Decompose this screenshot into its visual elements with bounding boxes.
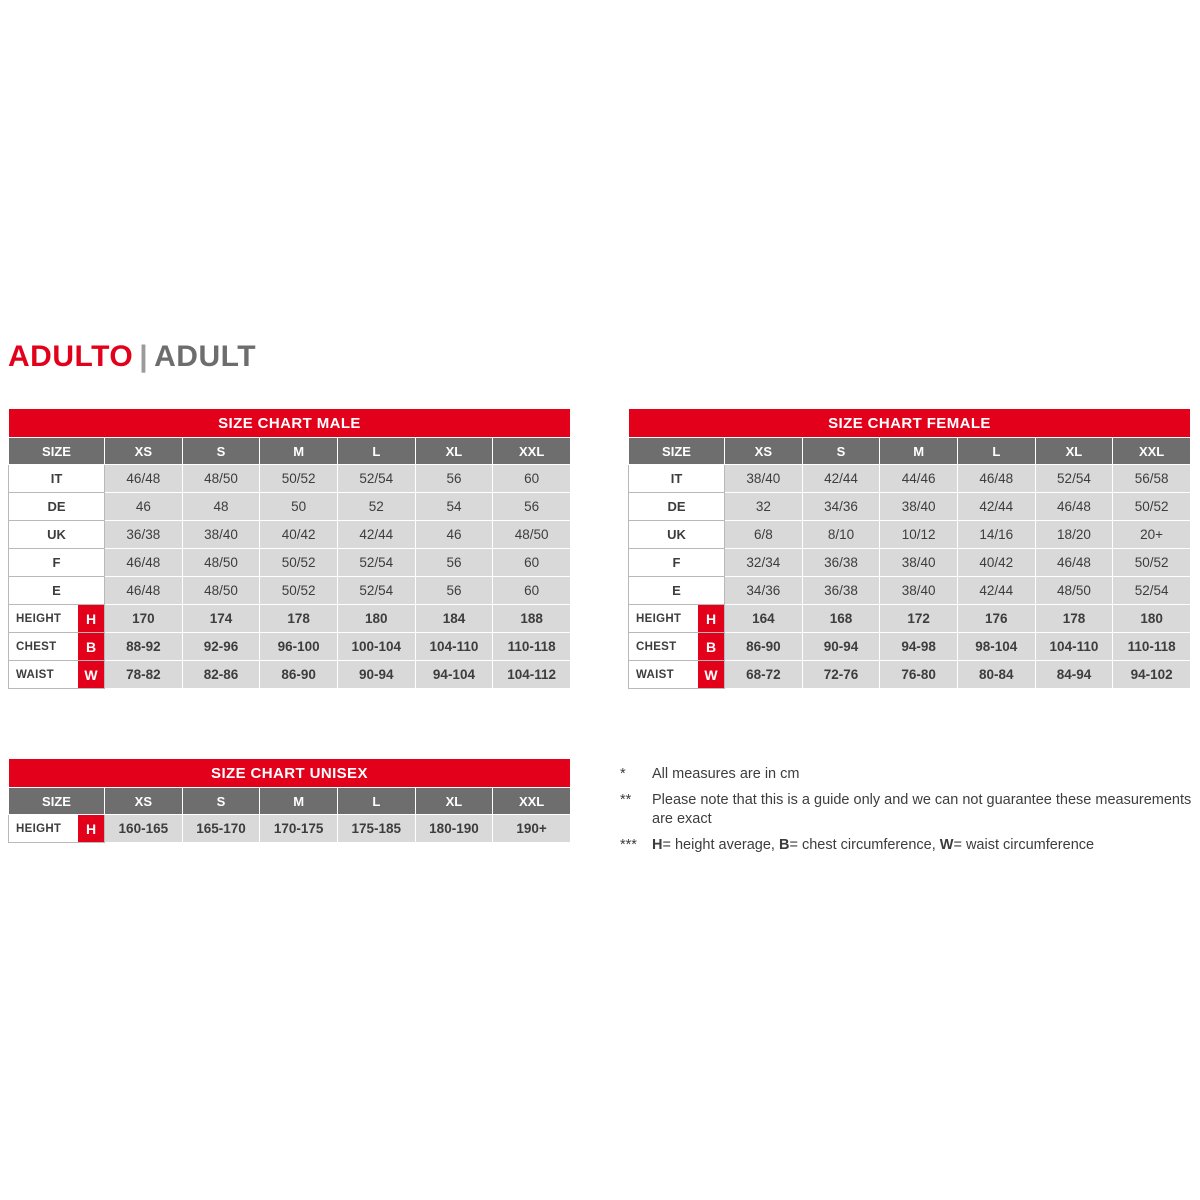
table-cell: 48/50: [182, 465, 260, 493]
row-label-chest: [629, 633, 725, 661]
table-row-measure: [9, 815, 571, 843]
table-cell: 8/10: [802, 521, 880, 549]
table-cell: 165-170: [182, 815, 260, 843]
row-label-de: DE: [629, 493, 725, 521]
row-label-waist: [9, 661, 105, 689]
table-cell: 164: [725, 605, 803, 633]
column-header-s: S: [182, 788, 260, 815]
chart-caption-row: [9, 409, 571, 438]
table-cell: 20+: [1113, 521, 1191, 549]
column-header-m: M: [880, 438, 958, 465]
table-cell: 10/12: [880, 521, 958, 549]
table-cell: 170-175: [260, 815, 338, 843]
table-cell: 56: [415, 465, 493, 493]
table-cell: 94-104: [415, 661, 493, 689]
measure-letter-w: W: [698, 661, 724, 688]
table-row-measure: [9, 633, 571, 661]
measure-name: WAIST: [636, 668, 674, 681]
table-cell: 180: [1113, 605, 1191, 633]
row-label-it: IT: [629, 465, 725, 493]
column-header-m: M: [260, 438, 338, 465]
note-item: [620, 836, 1200, 855]
table-cell: 172: [880, 605, 958, 633]
note-text: H= height average, B= chest circumference, W= waist circumference: [652, 837, 1095, 853]
table-cell: 46/48: [105, 577, 183, 605]
table-row-measure: [9, 661, 571, 689]
row-label-de: DE: [9, 493, 105, 521]
column-header-xs: XS: [105, 788, 183, 815]
page-title-separator: |: [139, 340, 149, 373]
row-label-uk: UK: [9, 521, 105, 549]
column-header-size: SIZE: [9, 788, 105, 815]
table-cell: 174: [182, 605, 260, 633]
chart-caption: SIZE CHART UNISEX: [9, 759, 571, 788]
table-cell: 56: [415, 549, 493, 577]
note-marker: ***: [620, 837, 637, 853]
table-cell: 34/36: [725, 577, 803, 605]
table-cell: 80-84: [957, 661, 1035, 689]
chart-header-row: [9, 788, 571, 815]
column-header-s: S: [802, 438, 880, 465]
notes-block: [620, 765, 1200, 862]
column-header-l: L: [957, 438, 1035, 465]
table-cell: 94-102: [1113, 661, 1191, 689]
table-cell: 94-98: [880, 633, 958, 661]
table-cell: 46/48: [1035, 549, 1113, 577]
measure-name: HEIGHT: [16, 822, 62, 835]
measure-name: WAIST: [16, 668, 54, 681]
page-title: [8, 340, 256, 374]
row-label-e: E: [9, 577, 105, 605]
table-cell: 68-72: [725, 661, 803, 689]
table-cell: 50/52: [1113, 493, 1191, 521]
table-cell: 48/50: [182, 577, 260, 605]
table-cell: 42/44: [802, 465, 880, 493]
column-header-m: M: [260, 788, 338, 815]
table-cell: 46: [105, 493, 183, 521]
table-cell: 180: [337, 605, 415, 633]
note-text: All measures are in cm: [652, 766, 800, 782]
table-row: [629, 521, 1191, 549]
table-cell: 50/52: [260, 549, 338, 577]
row-label-f: F: [629, 549, 725, 577]
measure-name: HEIGHT: [636, 612, 682, 625]
table-cell: 100-104: [337, 633, 415, 661]
table-cell: 40/42: [260, 521, 338, 549]
note-item: [620, 765, 1200, 784]
table-cell: 38/40: [880, 549, 958, 577]
table-cell: 104-110: [415, 633, 493, 661]
column-header-xxl: XXL: [493, 788, 571, 815]
table-cell: 84-94: [1035, 661, 1113, 689]
table-row-measure: [629, 605, 1191, 633]
table-cell: 50/52: [1113, 549, 1191, 577]
table-cell: 60: [493, 465, 571, 493]
table-cell: 60: [493, 549, 571, 577]
table-cell: 72-76: [802, 661, 880, 689]
column-header-xl: XL: [1035, 438, 1113, 465]
table-cell: 46/48: [957, 465, 1035, 493]
table-cell: 86-90: [260, 661, 338, 689]
measure-name: CHEST: [636, 640, 677, 653]
table-cell: 50/52: [260, 465, 338, 493]
note-marker: **: [620, 792, 632, 808]
table-cell: 76-80: [880, 661, 958, 689]
table-cell: 96-100: [260, 633, 338, 661]
table-cell: 78-82: [105, 661, 183, 689]
table-cell: 90-94: [802, 633, 880, 661]
table-cell: 178: [260, 605, 338, 633]
measure-name: HEIGHT: [16, 612, 62, 625]
table-cell: 180-190: [415, 815, 493, 843]
table-cell: 104-112: [493, 661, 571, 689]
measure-letter-h: H: [698, 605, 724, 632]
table-row-measure: [629, 633, 1191, 661]
table-cell: 34/36: [802, 493, 880, 521]
table-cell: 98-104: [957, 633, 1035, 661]
measure-letter-b: B: [78, 633, 104, 660]
table-cell: 104-110: [1035, 633, 1113, 661]
table-row: [9, 577, 571, 605]
table-cell: 42/44: [337, 521, 415, 549]
table-cell: 38/40: [880, 577, 958, 605]
chart-caption: SIZE CHART FEMALE: [629, 409, 1191, 438]
table-cell: 46/48: [105, 465, 183, 493]
table-cell: 88-92: [105, 633, 183, 661]
table-cell: 36/38: [105, 521, 183, 549]
table-cell: 56: [415, 577, 493, 605]
column-header-xs: XS: [725, 438, 803, 465]
table-row: [9, 549, 571, 577]
measure-letter-h: H: [78, 815, 104, 842]
table-cell: 42/44: [957, 493, 1035, 521]
table-cell: 36/38: [802, 549, 880, 577]
chart-header-row: [629, 438, 1191, 465]
row-label-chest: [9, 633, 105, 661]
table-cell: 44/46: [880, 465, 958, 493]
page-title-primary: ADULTO: [8, 340, 134, 373]
table-cell: 110-118: [493, 633, 571, 661]
table-cell: 110-118: [1113, 633, 1191, 661]
table-cell: 188: [493, 605, 571, 633]
table-cell: 6/8: [725, 521, 803, 549]
chart-caption: SIZE CHART MALE: [9, 409, 571, 438]
table-cell: 18/20: [1035, 521, 1113, 549]
column-header-xs: XS: [105, 438, 183, 465]
table-cell: 36/38: [802, 577, 880, 605]
table-cell: 90-94: [337, 661, 415, 689]
table-cell: 40/42: [957, 549, 1035, 577]
table-row: [9, 465, 571, 493]
note-item: [620, 791, 1200, 829]
table-cell: 184: [415, 605, 493, 633]
table-cell: 48/50: [1035, 577, 1113, 605]
table-cell: 190+: [493, 815, 571, 843]
table-cell: 38/40: [182, 521, 260, 549]
column-header-l: L: [337, 438, 415, 465]
table-cell: 32/34: [725, 549, 803, 577]
table-cell: 56: [493, 493, 571, 521]
table-cell: 52/54: [337, 465, 415, 493]
column-header-xxl: XXL: [1113, 438, 1191, 465]
table-row: [629, 577, 1191, 605]
table-cell: 46/48: [105, 549, 183, 577]
column-header-size: SIZE: [9, 438, 105, 465]
table-cell: 54: [415, 493, 493, 521]
table-cell: 82-86: [182, 661, 260, 689]
row-label-it: IT: [9, 465, 105, 493]
table-row: [9, 493, 571, 521]
column-header-s: S: [182, 438, 260, 465]
column-header-xl: XL: [415, 438, 493, 465]
table-cell: 14/16: [957, 521, 1035, 549]
column-header-xxl: XXL: [493, 438, 571, 465]
table-cell: 50: [260, 493, 338, 521]
table-row: [629, 465, 1191, 493]
chart-caption-row: [629, 409, 1191, 438]
note-text: Please note that this is a guide only and we can not guarantee these measurements are exact: [652, 792, 1192, 827]
measure-letter-w: W: [78, 661, 104, 688]
row-label-waist: [629, 661, 725, 689]
table-cell: 50/52: [260, 577, 338, 605]
table-cell: 170: [105, 605, 183, 633]
size-chart-unisex: [8, 758, 571, 843]
chart-header-row: [9, 438, 571, 465]
chart-caption-row: [9, 759, 571, 788]
table-cell: 38/40: [880, 493, 958, 521]
table-cell: 52: [337, 493, 415, 521]
row-label-f: F: [9, 549, 105, 577]
row-label-height: [9, 605, 105, 633]
table-cell: 46: [415, 521, 493, 549]
row-label-height: [9, 815, 105, 843]
table-cell: 52/54: [337, 577, 415, 605]
table-row: [9, 521, 571, 549]
table-cell: 160-165: [105, 815, 183, 843]
table-cell: 168: [802, 605, 880, 633]
column-header-xl: XL: [415, 788, 493, 815]
table-row-measure: [629, 661, 1191, 689]
row-label-e: E: [629, 577, 725, 605]
column-header-l: L: [337, 788, 415, 815]
table-cell: 92-96: [182, 633, 260, 661]
table-row-measure: [9, 605, 571, 633]
table-cell: 48/50: [493, 521, 571, 549]
table-cell: 60: [493, 577, 571, 605]
table-cell: 176: [957, 605, 1035, 633]
table-row: [629, 549, 1191, 577]
measure-letter-b: B: [698, 633, 724, 660]
measure-name: CHEST: [16, 640, 57, 653]
size-chart-male: [8, 408, 571, 689]
table-cell: 86-90: [725, 633, 803, 661]
table-row: [629, 493, 1191, 521]
table-cell: 52/54: [337, 549, 415, 577]
table-cell: 46/48: [1035, 493, 1113, 521]
table-cell: 56/58: [1113, 465, 1191, 493]
table-cell: 52/54: [1113, 577, 1191, 605]
page-title-secondary: ADULT: [154, 340, 257, 373]
column-header-size: SIZE: [629, 438, 725, 465]
size-chart-female: [628, 408, 1191, 689]
table-cell: 52/54: [1035, 465, 1113, 493]
table-cell: 32: [725, 493, 803, 521]
table-cell: 38/40: [725, 465, 803, 493]
table-cell: 175-185: [337, 815, 415, 843]
table-cell: 48/50: [182, 549, 260, 577]
row-label-uk: UK: [629, 521, 725, 549]
note-marker: *: [620, 766, 626, 782]
table-cell: 48: [182, 493, 260, 521]
row-label-height: [629, 605, 725, 633]
table-cell: 178: [1035, 605, 1113, 633]
measure-letter-h: H: [78, 605, 104, 632]
table-cell: 42/44: [957, 577, 1035, 605]
